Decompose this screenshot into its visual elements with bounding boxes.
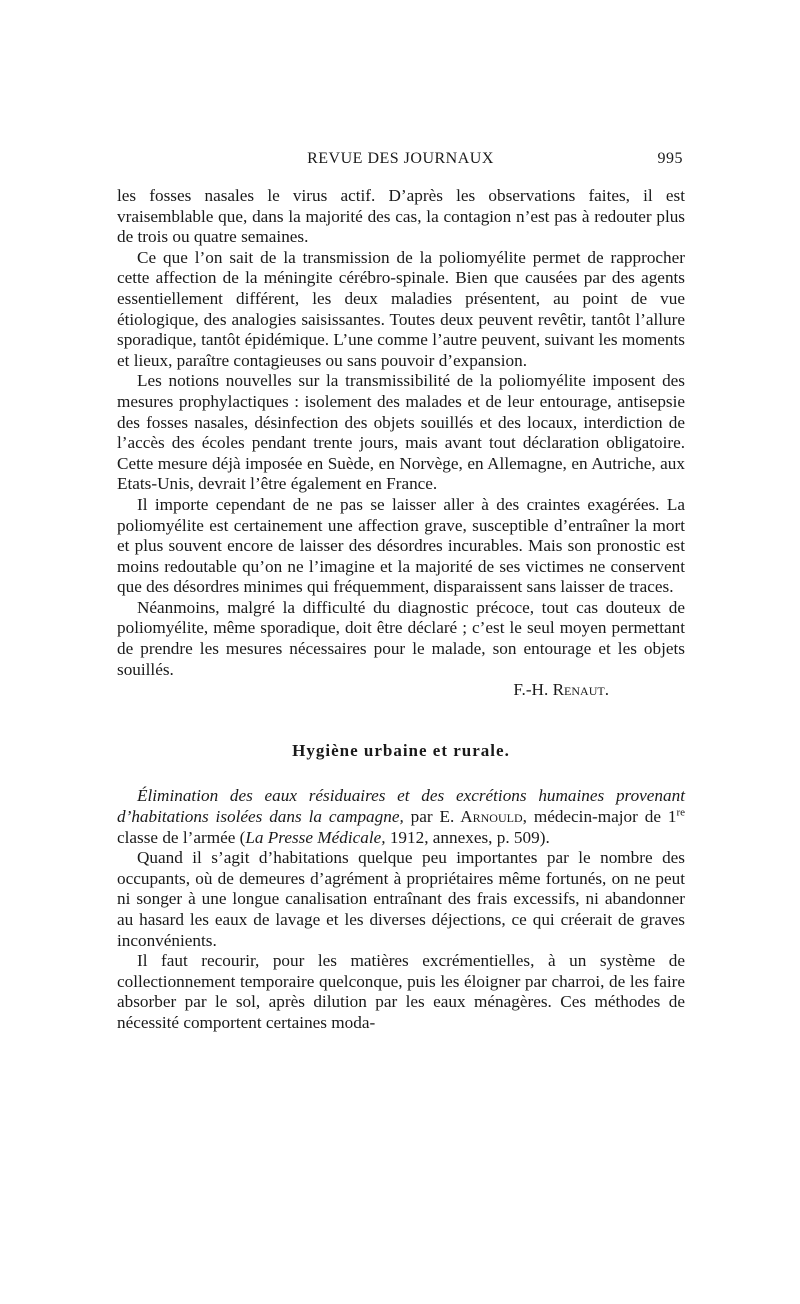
paragraph: les fosses nasales le virus actif. D’après les observations faites, il est vraisemblable que, dans la majorité des cas, la contagion n’est pas à redouter plus de trois ou quatre semaines. bbox=[117, 186, 685, 247]
reference-title: Élimination des eaux résiduaires et des excrétions humaines provenant d’habitations isolées dans la campagne, bbox=[117, 786, 685, 827]
reference-role-rest: classe de l’armée ( bbox=[117, 827, 246, 847]
reference-superscript: re bbox=[676, 806, 685, 819]
reference-author: E. Arnould, bbox=[439, 807, 527, 827]
paragraph: Quand il s’agit d’habitations quelque peu importantes par le nombre des occupants, où de demeures d’agrément à propriétaires même fortunés, on ne peut ni songer à une longue canalisation entraînant des frais excessifs, ni abandonner au hasard les eaux de lavage et les diverses déjections, ce qui créerait de graves inconvénients. bbox=[117, 848, 685, 950]
article-body bbox=[117, 186, 685, 1034]
paragraph: Néanmoins, malgré la difficulté du diagnostic précoce, tout cas douteux de poliomyélite, même sporadique, doit être déclaré ; c’est le seul moyen permettant de prendre les mesures nécessaires pour le malade, son entourage et les objets souillés. bbox=[117, 597, 685, 679]
paragraph: Ce que l’on sait de la transmission de la poliomyélite permet de rapprocher cette affection de la méningite cérébro-spinale. Bien que causées par des agents essentiellement différent, les deux maladies présentent, au point de vue étiologique, des analogies saisissantes. Toutes deux peuvent revêtir, tantôt l’allure sporadique, tantôt épidémique. L’une comme l’autre peuvent, suivant les moments et lieux, paraître contagieuses ou sans pouvoir d’expansion. bbox=[117, 247, 685, 370]
reference-by: par bbox=[403, 807, 440, 827]
section-heading: Hygiène urbaine et rurale. bbox=[292, 740, 510, 760]
author-signature: F.-H. Renaut. bbox=[513, 680, 609, 700]
reference-journal: La Presse Médicale, bbox=[245, 827, 386, 847]
reference-details: 1912, annexes, p. 509). bbox=[385, 827, 550, 847]
reference-role: médecin-major de 1 bbox=[526, 807, 677, 827]
page-number: 995 bbox=[657, 150, 683, 167]
paragraph: Il faut recourir, pour les matières excrémentielles, à un système de collectionnement temporaire quelconque, puis les éloigner par charroi, de les faire absorber par le sol, après dilution par les eaux ménagères. Ces méthodes de nécessité comportent certaines moda- bbox=[117, 951, 685, 1032]
running-title: REVUE DES JOURNAUX bbox=[307, 150, 494, 167]
bibliographic-reference bbox=[117, 786, 685, 848]
paragraph: Il importe cependant de ne pas se laisser aller à des craintes exagérées. La poliomyélite est certainement une affection grave, susceptible d’entraîner la mort et plus souvent encore de laisser des désordres incurables. Mais son pronostic est moins redoutable qu’on ne l’imagine et la majorité de ses victimes ne conservent que des désordres minimes qui fréquemment, disparaissent sans laisser de traces. bbox=[117, 494, 685, 597]
running-header bbox=[118, 150, 683, 174]
paragraph: Les notions nouvelles sur la transmissibilité de la poliomyélite imposent des mesures prophylactiques : isolement des malades et de leur entourage, antisepsie des fosses nasales, désinfection des objets souillés et des locaux, interdiction de l’accès des écoles pendant trente jours, mais avant tout déclaration obligatoire. Cette mesure déjà imposée en Suède, en Norvège, en Allemagne, en Autriche, aux Etats-Unis, devrait l’être également en France. bbox=[117, 371, 685, 494]
